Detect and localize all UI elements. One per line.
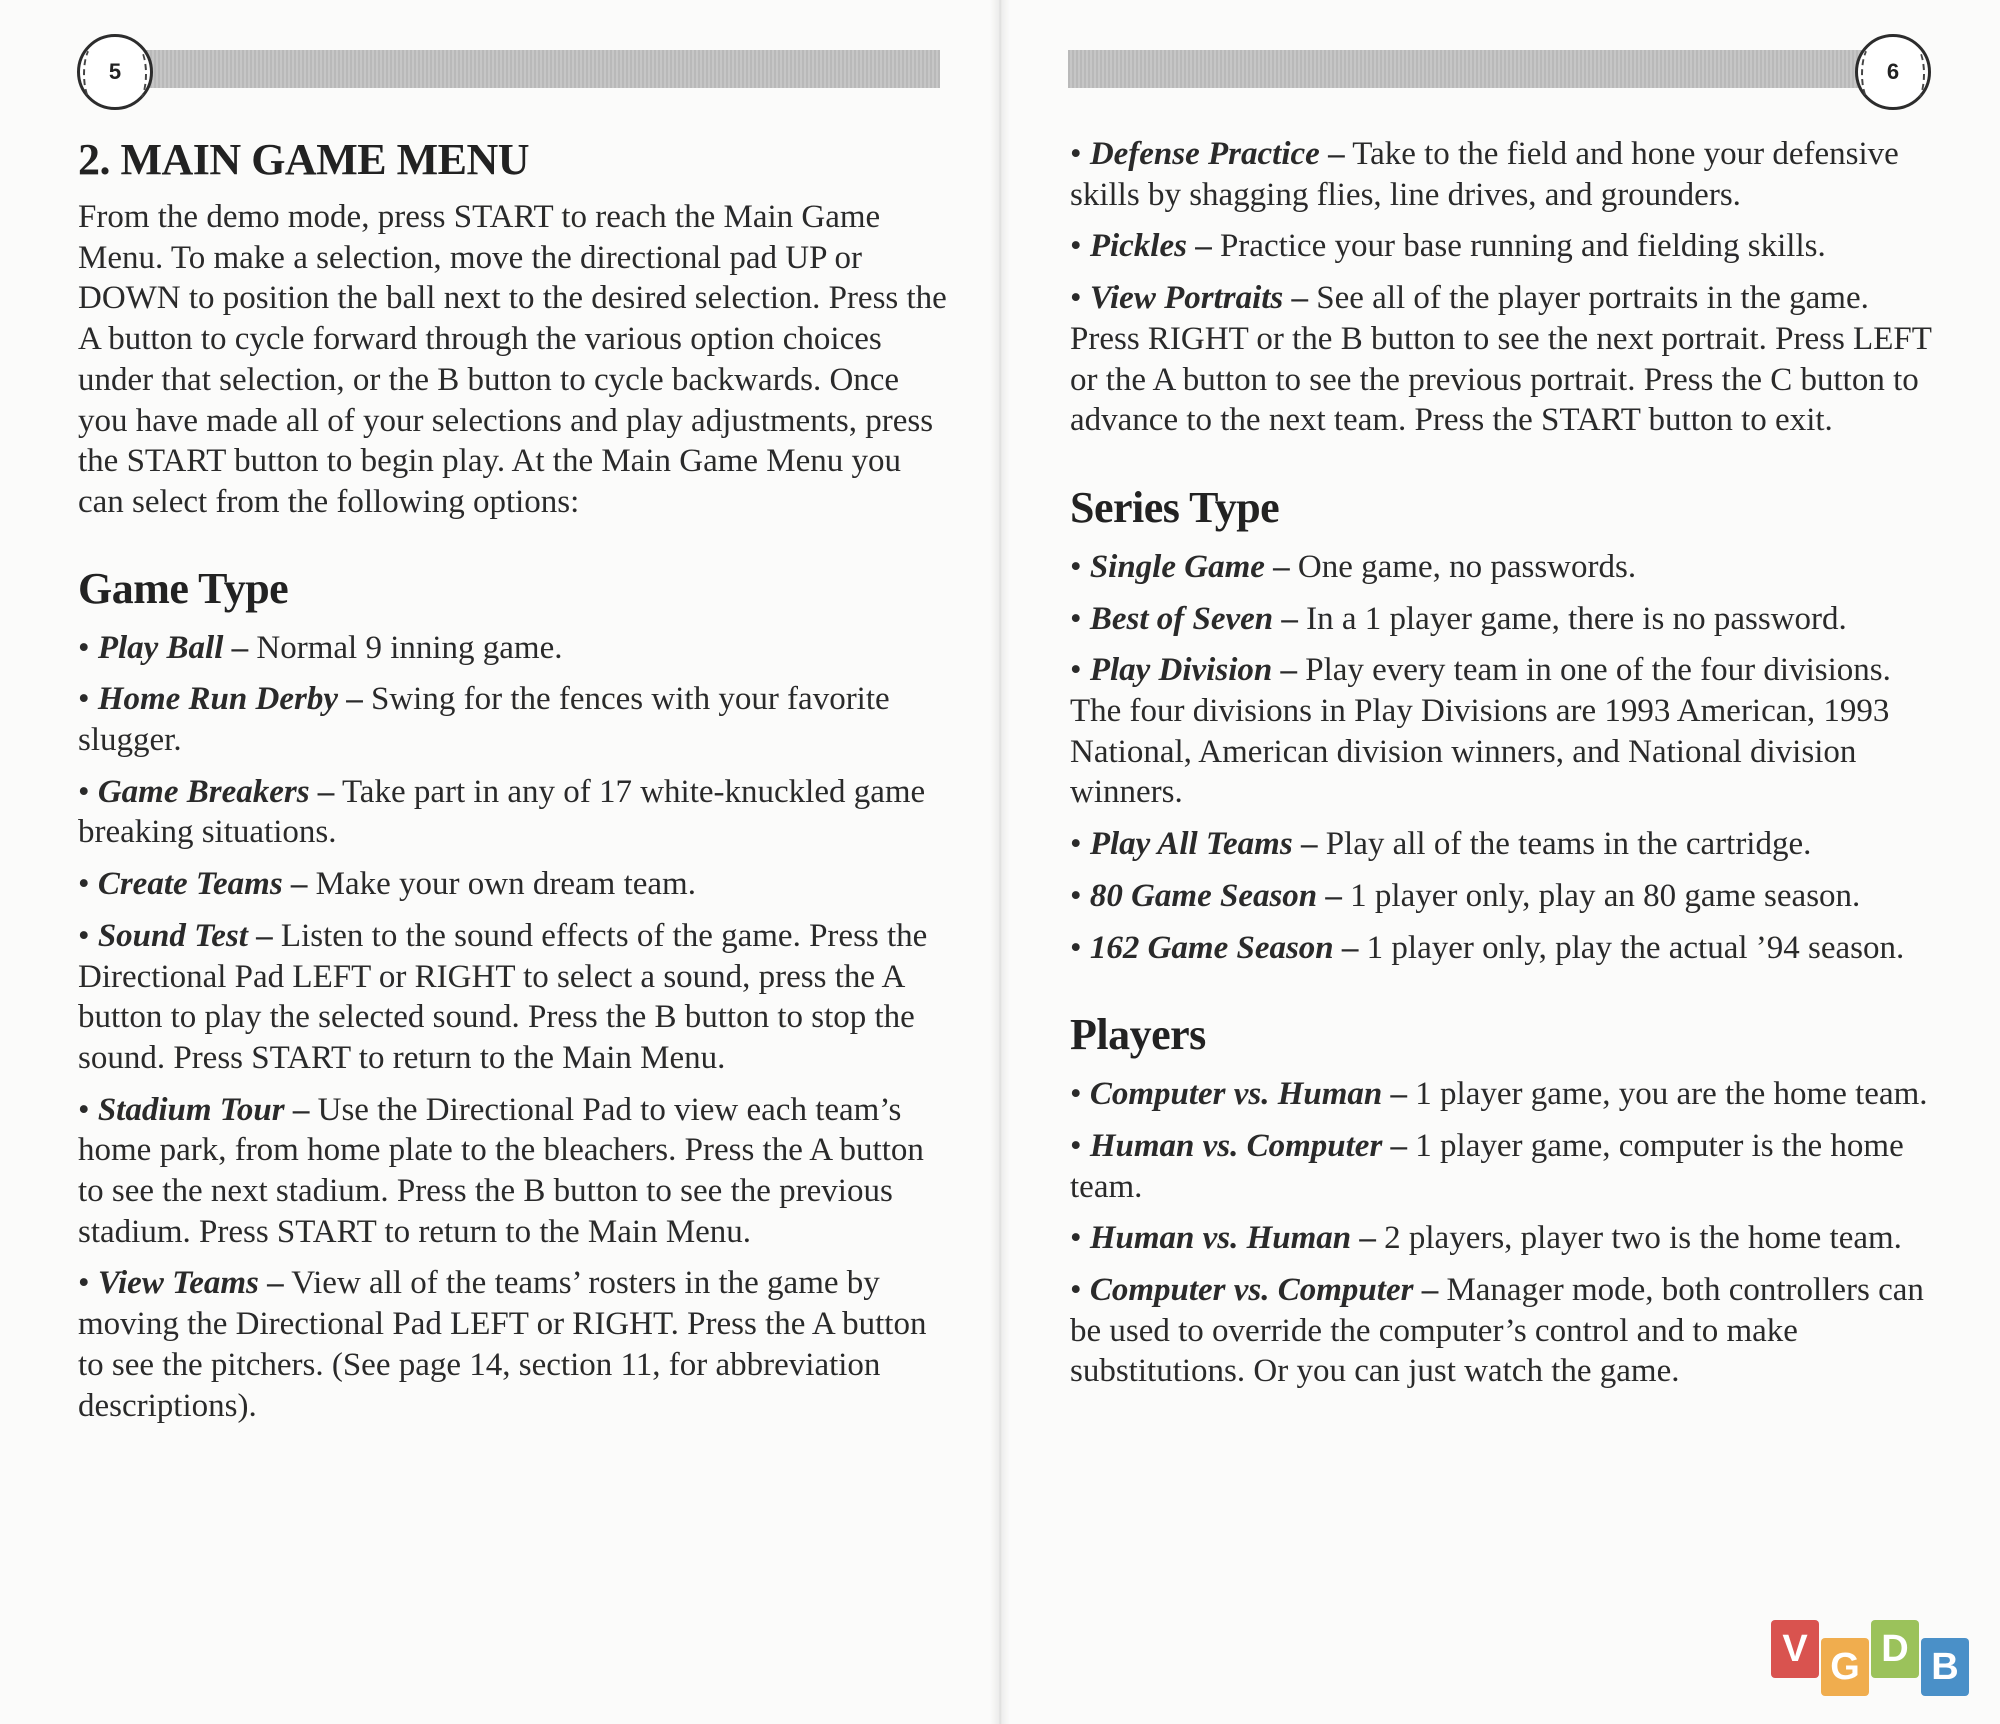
- item-desc: Practice your base running and fielding skills.: [1219, 228, 1826, 265]
- section-heading-series-type: Series Type: [1070, 482, 1280, 532]
- item-term: Computer vs. Computer: [1089, 1272, 1414, 1309]
- item-term: Play Ball: [97, 629, 224, 666]
- list-item: • Stadium Tour – Use the Directional Pad to view each team’s home park, from home plate to the bleachers. Press the A button to see the next stadium. Press the B button to see the previous stadium. Press START to return to the Main Menu.: [78, 1091, 924, 1250]
- item-term: Create Teams: [97, 866, 283, 903]
- list-item: • Computer vs. Human – 1 player game, you are the home team.: [1070, 1076, 1928, 1113]
- players-list: [1070, 1074, 1940, 1392]
- header-bar: [130, 50, 940, 88]
- logo-letter-v: V: [1771, 1620, 1819, 1678]
- item-term: Game Breakers: [97, 773, 310, 810]
- item-desc: Take part in any of 17 white-knuckled game breaking situations.: [78, 773, 926, 851]
- list-item: • Play All Teams – Play all of the teams in the cartridge.: [1070, 826, 1812, 863]
- item-desc: Play every team in one of the four divisions. The four divisions in Play Divisions are 1993 American, 1993 National, American division winners, and National division winners.: [1070, 652, 1891, 811]
- item-term: Single Game: [1089, 548, 1265, 585]
- vgdb-logo: [1771, 1620, 1976, 1700]
- list-item: • Home Run Derby – Swing for the fences with your favorite slugger.: [78, 681, 890, 759]
- list-item: • Play Division – Play every team in one of the four divisions. The four divisions in Play Divisions are 1993 American, 1993 National, American division winners, and National division winners.: [1070, 652, 1891, 811]
- section-heading-players: Players: [1070, 1010, 1206, 1060]
- item-desc: In a 1 player game, there is no password.: [1306, 600, 1847, 637]
- right-content: [1070, 134, 1940, 1403]
- item-term: Human vs. Human: [1089, 1220, 1352, 1257]
- item-term: Home Run Derby: [97, 681, 338, 718]
- item-term: Play Division: [1089, 652, 1273, 689]
- item-term: Play All Teams: [1089, 826, 1293, 863]
- item-desc: View all of the teams’ rosters in the game by moving the Directional Pad LEFT or RIGHT. Press the A button to see the pitchers. (See page 14, section 11, for abbreviation descriptions).: [78, 1265, 927, 1424]
- item-term: 80 Game Season: [1089, 877, 1318, 914]
- page-right: [1000, 0, 2000, 1724]
- logo-letter-b: B: [1921, 1638, 1969, 1696]
- section-heading-game-type: Game Type: [78, 563, 289, 613]
- item-term: Defense Practice: [1089, 136, 1320, 172]
- item-term: Pickles: [1089, 228, 1187, 265]
- logo-letter-d: D: [1871, 1620, 1919, 1678]
- item-desc: Use the Directional Pad to view each team’s home park, from home plate to the bleachers. Press the A button to see the next stadium. Press the B button to see the previous stadium. Press START to return to the Main Menu.: [78, 1091, 924, 1250]
- item-term: 162 Game Season: [1089, 929, 1334, 966]
- item-term: View Portraits: [1089, 280, 1284, 317]
- list-item: • Human vs. Computer – 1 player game, computer is the home team.: [1070, 1127, 1904, 1205]
- item-desc: 1 player only, play the actual ’94 season.: [1366, 929, 1905, 966]
- page-number: 5: [108, 59, 122, 84]
- baseball-page-number-icon: [77, 34, 153, 110]
- list-item: • Pickles – Practice your base running and fielding skills.: [1070, 228, 1826, 265]
- list-item: • View Portraits – See all of the player portraits in the game. Press RIGHT or the B button to see the next portrait. Press LEFT or the A button to see the previous portrait. Press the C button to advance to the next team. Press the START button to exit.: [1070, 280, 1932, 439]
- list-item: • Create Teams – Make your own dream team.: [78, 866, 696, 903]
- item-desc: Take to the field and hone your defensive skills by shagging flies, line drives, and grounders.: [1070, 136, 1899, 213]
- item-desc: See all of the player portraits in the game. Press RIGHT or the B button to see the next portrait. Press LEFT or the A button to see the previous portrait. Press the C button to advance to the next team. Press the START button to exit.: [1070, 280, 1932, 439]
- item-term: Human vs. Computer: [1089, 1127, 1383, 1164]
- item-desc: 1 player game, you are the home team.: [1415, 1076, 1928, 1113]
- list-item: • Single Game – One game, no passwords.: [1070, 548, 1637, 585]
- page-number: 6: [1886, 59, 1900, 84]
- item-desc: Listen to the sound effects of the game. Press the Directional Pad LEFT or RIGHT to select a sound, press the A button to play the selected sound. Press the B button to stop the sound. Press START to return to the Main Menu.: [78, 917, 928, 1076]
- list-item: • Defense Practice – Take to the field and hone your defensive skills by shagging flies, line drives, and grounders.: [1070, 136, 1899, 213]
- list-item: • Play Ball – Normal 9 inning game.: [78, 629, 563, 666]
- series-type-list: [1070, 547, 1940, 968]
- item-term: Sound Test: [97, 917, 248, 954]
- page-title: 2. MAIN GAME MENU: [78, 135, 530, 184]
- item-desc: Play all of the teams in the cartridge.: [1325, 826, 1812, 863]
- item-desc: Swing for the fences with your favorite slugger.: [78, 681, 890, 759]
- intro-paragraph: From the demo mode, press START to reach the Main Game Menu. To make a selection, move the directional pad UP or DOWN to position the ball next to the desired selection. Press the A button to cycle forward through the various option choices under that selection, or the B button to cycle backwards. Once you have made all of your selections and play adjustments, press the START button to begin play. At the Main Game Menu you can select from the following options:: [78, 199, 947, 520]
- logo-letter-g: G: [1821, 1638, 1869, 1696]
- item-desc: 1 player only, play an 80 game season.: [1350, 877, 1861, 914]
- left-content: [78, 134, 948, 1437]
- list-item: • View Teams – View all of the teams’ rosters in the game by moving the Directional Pad LEFT or RIGHT. Press the A button to see the pitchers. (See page 14, section 11, for abbreviation descriptions).: [78, 1265, 927, 1424]
- item-desc: 1 player game, computer is the home team.: [1070, 1127, 1904, 1205]
- list-item: • Human vs. Human – 2 players, player two is the home team.: [1070, 1220, 1902, 1257]
- item-desc: Normal 9 inning game.: [256, 629, 563, 666]
- list-item: • 162 Game Season – 1 player only, play the actual ’94 season.: [1070, 929, 1905, 966]
- list-item: • Best of Seven – In a 1 player game, there is no password.: [1070, 600, 1847, 637]
- item-desc: Make your own dream team.: [315, 866, 696, 903]
- list-item: • Sound Test – Listen to the sound effects of the game. Press the Directional Pad LEFT or RIGHT to select a sound, press the A button to play the selected sound. Press the B button to stop the sound. Press START to return to the Main Menu.: [78, 917, 928, 1076]
- item-term: Stadium Tour: [97, 1091, 285, 1128]
- item-term: Best of Seven: [1089, 600, 1274, 637]
- list-item: • Computer vs. Computer – Manager mode, both controllers can be used to override the computer’s control and to make substitutions. Or you can just watch the game.: [1070, 1272, 1924, 1390]
- header-bar: [1068, 50, 1876, 88]
- baseball-page-number-icon: [1855, 34, 1931, 110]
- list-item: • 80 Game Season – 1 player only, play an 80 game season.: [1070, 877, 1861, 914]
- item-desc: Manager mode, both controllers can be used to override the computer’s control and to make substitutions. Or you can just watch the game.: [1070, 1272, 1924, 1390]
- item-term: View Teams: [97, 1265, 259, 1302]
- continued-list: [1070, 134, 1940, 441]
- item-term: Computer vs. Human: [1089, 1076, 1383, 1113]
- list-item: • Game Breakers – Take part in any of 17 white-knuckled game breaking situations.: [78, 773, 926, 851]
- game-type-list: [78, 628, 948, 1427]
- item-desc: 2 players, player two is the home team.: [1384, 1220, 1902, 1257]
- item-desc: One game, no passwords.: [1297, 548, 1637, 585]
